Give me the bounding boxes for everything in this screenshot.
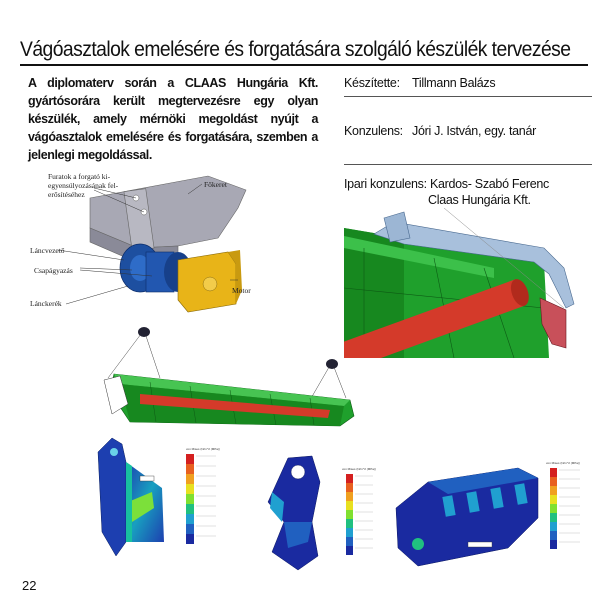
- meta-divider: [344, 164, 592, 165]
- industrial-label: Ipari konzulens:: [344, 177, 427, 191]
- fea-frame-render: [388, 448, 588, 574]
- annotation-chain-guide: Láncvezető: [30, 246, 65, 255]
- annotation-line: egyensúlyozásának fel-: [48, 181, 119, 190]
- annotation-main-frame: Főkeret: [204, 180, 227, 189]
- advisor-value: Jóri J. István, egy. tanár: [412, 124, 536, 138]
- advisor-row: [344, 124, 536, 138]
- industrial-advisor: [344, 176, 549, 208]
- meta-divider: [344, 96, 592, 97]
- svg-text:von Mises (N/m^2 (MPa)): von Mises (N/m^2 (MPa)): [342, 467, 376, 471]
- author-label: Készítette:: [344, 76, 400, 90]
- title-divider: [20, 64, 588, 66]
- svg-text:von Mises (N/m^2 (MPa)): von Mises (N/m^2 (MPa)): [186, 447, 220, 451]
- author-row: [344, 76, 496, 90]
- annotation-line: erősítéséhez: [48, 190, 85, 199]
- colorbar: [546, 461, 580, 549]
- fea-plate-render: [92, 432, 252, 572]
- fea-bracket-render: [258, 452, 388, 578]
- page-number: 22: [22, 578, 37, 593]
- annotation-line: Furatok a forgató ki-: [48, 172, 111, 181]
- advisor-label: Konzulens:: [344, 124, 403, 138]
- annotation-sprocket: Lánckerék: [30, 299, 62, 308]
- annotation-bearing: Csapágyazás: [34, 266, 73, 275]
- annotation-motor: Motor: [232, 286, 251, 295]
- lifted-header-render: [100, 322, 370, 442]
- author-value: Tillmann Balázs: [412, 76, 496, 90]
- industrial-company: Claas Hungária Kft.: [428, 193, 531, 207]
- page-title: Vágóasztalok emelésére és forgatására szolgáló készülék tervezése: [20, 38, 571, 61]
- colorbar: [186, 447, 220, 544]
- colorbar: [342, 467, 376, 555]
- intro-paragraph: A diplomaterv során a CLAAS Hungária Kft. gyártósorára került megtervezésre egy olyan készülék, amely mérnöki megoldást nyújt a vágóasztalok emelésére és forgatására, szemben a jelenlegi megoldással.: [28, 76, 318, 162]
- svg-text:von Mises (N/m^2 (MPa)): von Mises (N/m^2 (MPa)): [546, 461, 580, 465]
- annotation-holes: [48, 172, 118, 199]
- industrial-name: Kardos- Szabó Ferenc: [429, 177, 549, 191]
- header-closeup-render: [344, 208, 592, 358]
